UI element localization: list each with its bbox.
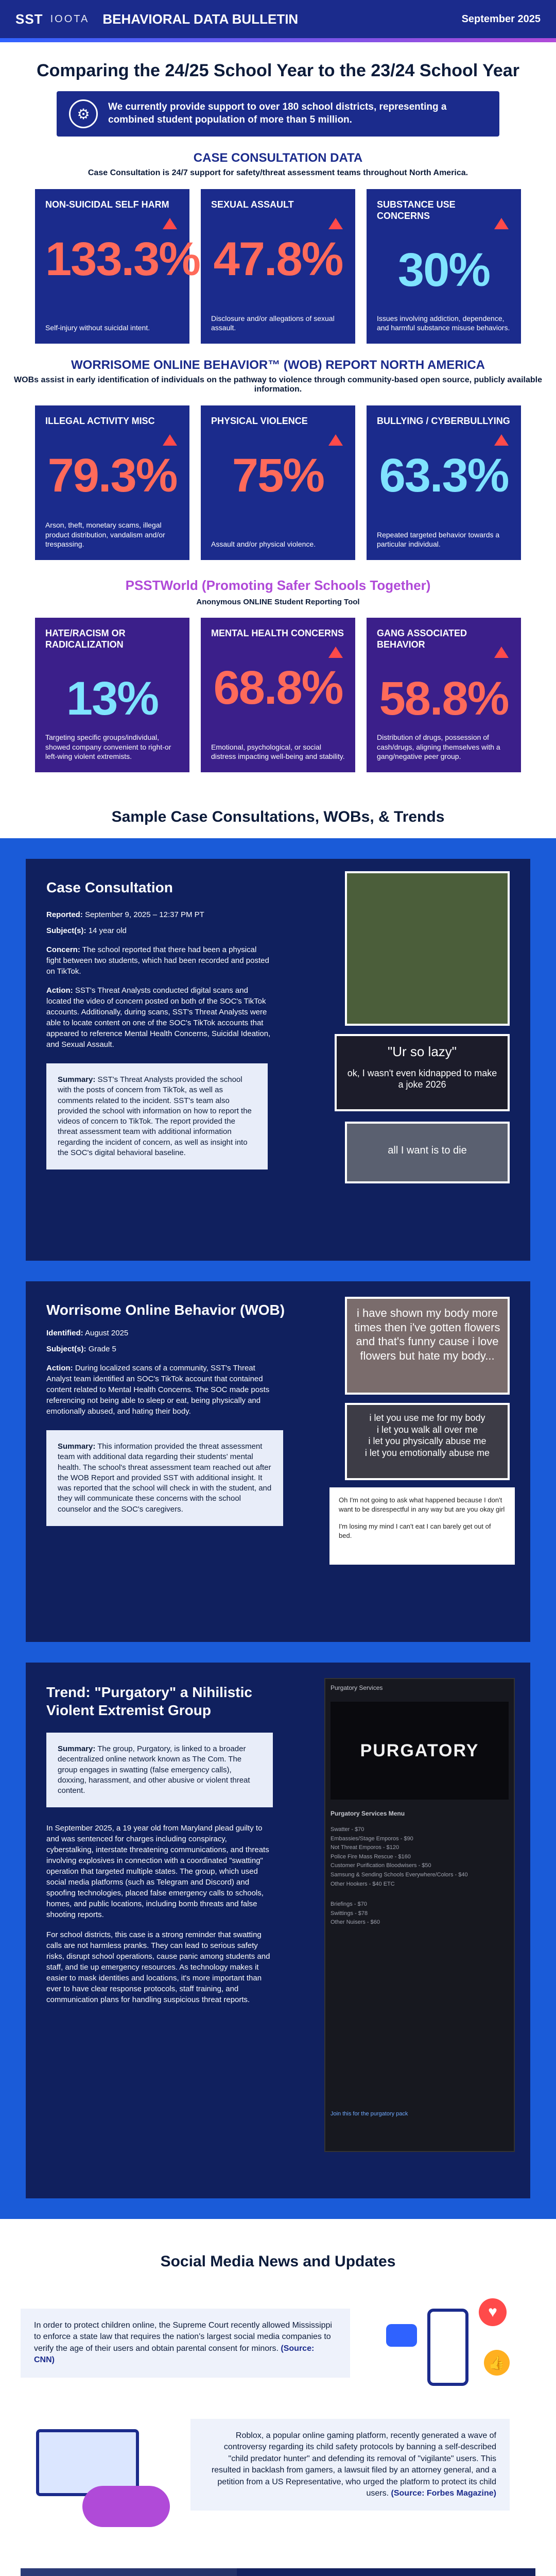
trend-para-1: In September 2025, a 19 year old from Maryland plead guilty to and was sentenced for charges including conspiracy, cyberstalking, interstate threatening communications, and threats involving explosives in connection with a coordinated "swatting" operation that targeted multiple states. The group, which used social media platforms (such as Telegram and Discord) and spoofing technologies, placed false emergency calls to schools, homes, and public locations, including bomb threats and false shooting reports. [46,1824,269,1920]
stat-label: GANG ASSOCIATED BEHAVIOR [377,628,467,650]
action-label: Action: [46,1364,73,1372]
panel-title: Trend: "Purgatory" a Nihilistic Violent Extremist Group [46,1684,252,1718]
increase-arrow-icon [163,218,177,229]
wob-title: WORRISOME ONLINE BEHAVIOR™ (WOB) REPORT NORTH AMERICA [71,358,485,372]
summary-text: The group, Purgatory, is linked to a broader decentralized online network known as The Com. The group engages in swatting (false emergency calls), doxxing, harassment, and other abusive or violent threat content. [58,1744,250,1795]
stat-desc: Repeated targeted behavior towards a particular individual. [377,530,500,548]
gaming-illustration [21,2424,185,2532]
identified-value: August 2025 [85,1329,129,1337]
stat-value: 47.8% [213,232,343,285]
stat-desc: Distribution of drugs, possession of cash/drugs, aligning themselves with a gang/negative peer group. [377,733,500,760]
news-body: In order to protect children online, the Supreme Court recently allowed Mississippi to enforce a state law that requires the nation's largest social media companies to verify the age of their users and obtain parental consent for minors. [34,2321,332,2353]
increase-arrow-icon [328,434,343,446]
identified-label: Identified: [46,1329,83,1337]
action-text: SST's Threat Analysts conducted digital scans and located the video of concern posted on both of the SOC's TikTok accounts. Additionally, during scans, SST's Threat Analysts were able to locate content on one of the SOC's TikTok accounts that appeared to reference Mental Health Concerns, Suicidal Ideation, and Sexual Assault. [46,986,271,1049]
news-text [190,2419,510,2511]
phone-icon [427,2309,468,2386]
wob-subtitle: WOBs assist in early identification of individuals on the pathway to violence through community-based open source, publicly available information. [14,376,542,394]
stat-value: 13% [66,672,159,725]
subject-label: Subject(s): [46,1345,86,1353]
purgatory-logo-image [331,1702,509,1800]
sst-logo: SST [15,11,43,27]
stat-desc: Assault and/or physical violence. [211,539,316,548]
case-consultation-panel [26,859,530,1261]
chat-icon [386,2324,417,2347]
concern-para [26,944,293,977]
news-item [21,2293,535,2396]
network-icon: ⚙ [69,99,98,128]
wob-post-screenshot [345,1297,510,1395]
stat-desc: Arson, theft, monetary scams, illegal product distribution, vandalism and/or trespassing. [45,521,165,548]
purgatory-logo-text: PURGATORY [360,1740,479,1760]
stat-value: 58.8% [379,672,509,725]
wob-panel [26,1281,530,1642]
psst-subtitle: Anonymous ONLINE Student Reporting Tool [196,598,360,606]
increase-arrow-icon [494,218,509,229]
reported-label: Reported: [46,910,83,919]
wob-cards [0,405,556,560]
like-icon: 👍 [484,2350,510,2376]
wob-post-text-2: i let you use me for my body i let you walk all over me i let you physically abuse me i let you emotionally abuse me [364,1413,490,1458]
bulletin-date: September 2025 [461,13,541,25]
summary-text: This information provided the threat assessment team with additional data regarding their students' mental health. The school's threat assessment team reached out after the WOB Report and provided SST with additional insight. It was reported that the school will check in with the student, and they will communicate these concerns with the school counselor and the SOC's caregivers. [58,1442,272,1514]
increase-arrow-icon [328,647,343,658]
heart-icon: ♥ [479,2298,507,2326]
telegram-title: Purgatory Services [331,1684,383,1691]
stat-label: SEXUAL ASSAULT [211,199,294,210]
trend-summary [46,1733,273,1807]
wob-comments-screenshot [329,1487,515,1565]
wob-post-text-1: i have shown my body more times then i've gotten flowers and that's funny cause i love flowers but hate my body... [354,1307,500,1362]
news-source: (Source: CNN) [34,2344,315,2365]
stat-label: NON-SUICIDAL SELF HARM [45,199,169,210]
fight-video-screenshot [345,871,510,1026]
stat-label: ILLEGAL ACTIVITY MISC [45,416,155,426]
comment-2: I'm losing my mind I can't eat I can barely get out of bed. [339,1522,491,1539]
news-source: (Source: Forbes Magazine) [391,2488,496,2498]
stat-value: 75% [232,449,324,502]
stat-card [367,618,521,772]
panel-title: Case Consultation [46,879,173,895]
increase-arrow-icon [163,434,177,446]
purgatory-telegram-screenshot [324,1678,515,2152]
support-banner [57,91,499,137]
stat-value: 68.8% [213,661,343,714]
telegram-footer: Join this for the purgatory pack [331,2111,408,2117]
case-meta [26,909,273,936]
news-text [21,2309,350,2378]
news-body: Roblox, a popular online gaming platform, recently generated a wave of controversy regarding its child safety protocols by banning a self-described "child predator hunter" and defending its removal of "vigilante" users. This resulted in backlash from gamers, a lawsuit filed by an attorney general, and a petition from a US Representative, who urged the platform to protect its child users. [211,2431,496,2498]
post-text-3: all I want is to die [388,1145,467,1156]
telegram-menu-title: Purgatory Services Menu [331,1810,405,1817]
telegram-menu-list: Swatter - $70 Embassies/Stage Emporos - $90 Not Threat Emporos - $120 Police Fire Mass Rescue - $160 Customer Purification Bloodwisers - $50 Samsung & Sending Schools Everywhere/Colors - $40 Other Hookers - $40 ETC [331,1826,468,1887]
stat-desc: Emotional, psychological, or social distress impacting well-being and stability. [211,742,345,760]
stat-label: BULLYING / CYBERBULLYING [377,416,510,426]
increase-arrow-icon [494,647,509,658]
social-title: Social Media News and Updates [160,2253,396,2270]
stat-card [35,618,189,772]
summary-text: SST's Threat Analysts provided the school with the posts of concern from TikTok, as well as comments related to the incident. SST's team also provided the school with information on how to report the videos of concern to TikTok. The report provided the threat assessment team with additional information regarding the incident of concern, as well as insight into the SOC's digital behavioral baseline. [58,1075,252,1157]
samples-title: Sample Case Consultations, WOBs, & Trends [111,808,445,825]
stat-label: HATE/RACISM OR RADICALIZATION [45,628,126,650]
summary-label: Summary: [58,1075,96,1084]
wob-summary [46,1430,283,1526]
tiktok-post-screenshot [335,1034,510,1111]
header-stripe [0,38,556,42]
stat-card [35,189,200,344]
subject-value: 14 year old [88,926,127,935]
news-item [21,2419,535,2537]
iooto-logo: IOOTA [50,13,90,25]
concern-text: The school reported that there had been a physical fight between two students, which had been recorded and posted on TikTok. [46,945,269,976]
stat-label: MENTAL HEALTH CONCERNS [211,628,344,638]
stat-value: 30% [397,244,490,297]
social-icons-illustration [371,2293,525,2396]
concern-label: Concern: [46,945,80,954]
stat-value: 63.3% [379,449,509,502]
summary-label: Summary: [58,1442,96,1451]
stat-card [201,189,355,344]
action-para [26,1363,293,1417]
increase-arrow-icon [328,218,343,229]
header-bar [0,0,556,38]
stat-card [367,405,521,560]
stat-label: SUBSTANCE USE CONCERNS [377,199,456,221]
gamepad-icon [82,2486,170,2527]
tiktok-post-screenshot [345,1122,510,1183]
stat-label: PHYSICAL VIOLENCE [211,416,308,426]
psst-cards [0,618,556,772]
support-text: We currently provide support to over 180 school districts, representing a combined student population of more than 5 million. [108,101,447,125]
panel-title: Worrisome Online Behavior (WOB) [46,1302,285,1318]
subject-value: Grade 5 [88,1345,116,1353]
action-para [26,985,293,1050]
stat-desc: Targeting specific groups/individual, showed company convenient to right-or left-wing violent extremists. [45,733,171,760]
psst-title: PSSTWorld (Promoting Safer Schools Together) [125,578,431,593]
case-consultation-title: CASE CONSULTATION DATA [193,151,363,165]
bulletin-title: BEHAVIORAL DATA BULLETIN [102,11,299,27]
telegram-menu-list-2: Briefings - $70 Swittings - $78 Other Nuisers - $60 [331,1901,380,1926]
stat-desc: Issues involving addiction, dependence, and harmful substance misuse behaviors. [377,314,510,332]
stat-card [201,405,355,560]
increase-arrow-icon [494,434,509,446]
summit-banner [21,2568,535,2576]
stat-desc: Disclosure and/or allegations of sexual assault. [211,314,335,332]
reported-value: September 9, 2025 – 12:37 PM PT [85,910,204,919]
case-consultation-subtitle: Case Consultation is 24/7 support for safety/threat assessment teams throughout North America. [88,168,468,177]
case-summary [46,1063,268,1170]
stat-card [367,189,521,344]
post-text-1: "Ur so lazy" [387,1044,457,1059]
action-label: Action: [46,986,73,995]
summary-label: Summary: [58,1744,96,1753]
trend-panel [26,1663,530,2198]
main-title: Comparing the 24/25 School Year to the 23/24 School Year [37,61,519,80]
case-consultation-cards [0,189,556,344]
comment-1: Oh I'm not going to ask what happened because I don't want to be disrespectful in any way but are you okay girl [339,1496,505,1513]
stat-desc: Self-injury without suicidal intent. [45,323,150,332]
trend-para-2: For school districts, this case is a strong reminder that swatting calls are not harmless pranks. They can lead to serious safety risks, disrupt school operations, cause panic among students and staff, and tie up emergency resources. As technology makes it easier to mask identities and locations, it's more important than ever to have clear response protocols, staff training, and communication plans for handling suspicious threat reports. [46,1930,270,2005]
samples-zone [0,838,556,2219]
stat-value: 133.3% [45,232,200,285]
stat-card [35,405,189,560]
stat-value: 79.3% [47,449,177,502]
subject-label: Subject(s): [46,926,86,935]
post-text-2: ok, I wasn't even kidnapped to make a joke 2026 [347,1067,497,1090]
summit-background-image [21,2568,237,2576]
stat-card [201,618,355,772]
action-text: During localized scans of a community, SST's Threat Analyst team identified an SOC's TikTok account that contained content related to Mental Health Concerns. The SOC made posts referencing not being able to sleep or eat, being physically and emotionally abused, and hating their body. [46,1364,270,1416]
wob-post-screenshot [345,1403,510,1480]
